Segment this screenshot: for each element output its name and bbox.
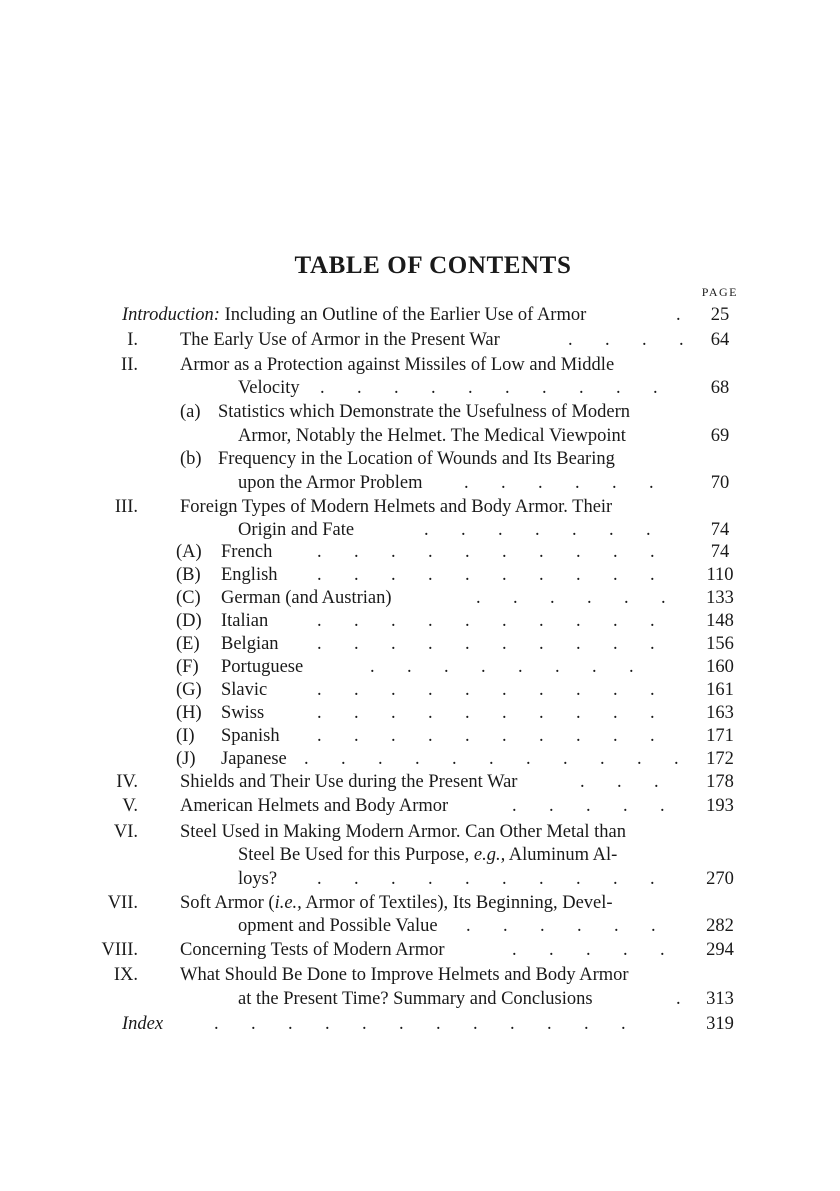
dot-leader: . . . . . . . . . . [317, 726, 655, 746]
toc-entry-chapter-3-cont: Origin and Fate [238, 520, 355, 540]
dot-leader: . . . . . . . . . . [317, 634, 655, 654]
chapter-6-eg: e.g., [473, 845, 506, 865]
toc-entry-chapter-8: Concerning Tests of Modern Armor [180, 940, 445, 960]
dot-leader: . [676, 989, 681, 1009]
toc-entry-chapter-9-cont: at the Present Time? Summary and Conclusions [238, 989, 593, 1009]
page-number: 319 [706, 1014, 734, 1034]
toc-entry-chapter-1: The Early Use of Armor in the Present War [180, 330, 500, 350]
toc-entry-french: French [221, 542, 273, 562]
toc-entry-chapter-4: Shields and Their Use during the Present War [180, 772, 518, 792]
dot-leader: . . . . . . . . . . [320, 378, 658, 398]
dot-leader: . . . . . . . [424, 520, 651, 540]
dot-leader: . . . . [568, 330, 684, 350]
toc-entry-introduction [122, 306, 586, 325]
section-label: (A) [176, 542, 202, 562]
page-title: TABLE OF CONTENTS [294, 252, 572, 279]
toc-entry-japanese: Japanese [221, 749, 287, 769]
page-number: 270 [706, 869, 734, 889]
page-number: 163 [706, 703, 734, 723]
chapter-number: VIII. [101, 940, 138, 960]
toc-entry-swiss: Swiss [221, 703, 265, 723]
dot-leader: . . . . . . . . . . . [304, 749, 679, 769]
chapter-6-text: Steel Be Used for this Purpose, [238, 845, 474, 865]
dot-leader: . . . . . . [476, 588, 666, 608]
chapter-7-text-end: Armor of Textiles), Its Beginning, Devel- [301, 893, 613, 913]
page-number: 156 [706, 634, 734, 654]
page-number: 133 [706, 588, 734, 608]
dot-leader: . . . . . . [466, 916, 656, 936]
chapter-number: VI. [113, 822, 138, 842]
section-label: (F) [176, 657, 199, 677]
toc-entry-chapter-7-cont: opment and Possible Value [238, 916, 438, 936]
chapter-number: III. [114, 497, 138, 517]
toc-entry-german: German (and Austrian) [221, 588, 392, 608]
chapter-number: I. [127, 330, 138, 350]
dot-leader: . . . . . . . . . . [317, 565, 655, 585]
chapter-number: VII. [107, 893, 138, 913]
section-label: (a) [180, 402, 201, 422]
page-number: 148 [706, 611, 734, 631]
section-label: (I) [176, 726, 195, 746]
dot-leader: . . . . . . . . . . . . [214, 1014, 626, 1034]
dot-leader: . . . . . [512, 796, 665, 816]
page-number: 74 [710, 520, 730, 540]
dot-leader: . . . . . . . . . . [317, 869, 655, 889]
page-number: 178 [706, 772, 734, 792]
toc-entry-spanish: Spanish [221, 726, 280, 746]
toc-entry-section-2b-cont: upon the Armor Problem [238, 473, 423, 493]
dot-leader: . . . . . . . . [370, 657, 634, 677]
chapter-number: IV. [116, 772, 138, 792]
toc-entry-chapter-7 [180, 894, 613, 913]
toc-entry-section-2a-cont: Armor, Notably the Helmet. The Medical Viewpoint [238, 426, 626, 446]
dot-leader: . . . [580, 772, 659, 792]
section-label: (J) [176, 749, 196, 769]
page-number: 193 [706, 796, 734, 816]
toc-entry-section-2a: Statistics which Demonstrate the Usefulness of Modern [218, 402, 631, 422]
toc-entry-chapter-9: What Should Be Done to Improve Helmets and Body Armor [180, 965, 629, 985]
page-number: 64 [710, 330, 730, 350]
page-number: 172 [706, 749, 734, 769]
dot-leader: . . . . . [512, 940, 665, 960]
page-number: 74 [710, 542, 730, 562]
chapter-7-text: Soft Armor ( [180, 893, 275, 913]
section-label: (b) [180, 449, 202, 469]
chapter-6-text-end: Aluminum Al- [505, 845, 618, 865]
toc-entry-slavic: Slavic [221, 680, 268, 700]
toc-entry-section-2b: Frequency in the Location of Wounds and Its Bearing [218, 449, 615, 469]
toc-entry-chapter-2-cont: Velocity [238, 378, 300, 398]
toc-entry-belgian: Belgian [221, 634, 279, 654]
section-label: (G) [176, 680, 202, 700]
page-number: 160 [706, 657, 734, 677]
toc-entry-chapter-6-cont [238, 846, 617, 865]
section-label: (C) [176, 588, 201, 608]
toc-entry-italian: Italian [221, 611, 269, 631]
dot-leader: . . . . . . . . . . [317, 680, 655, 700]
toc-entry-chapter-2: Armor as a Protection against Missiles of Low and Middle [180, 355, 615, 375]
toc-entry-index: Index [122, 1014, 164, 1034]
page-number: 25 [710, 305, 730, 325]
page-number: 294 [706, 940, 734, 960]
introduction-text: Including an Outline of the Earlier Use of Armor [219, 305, 587, 325]
toc-entry-english: English [221, 565, 278, 585]
toc-entry-chapter-5: American Helmets and Body Armor [180, 796, 449, 816]
chapter-7-ie: i.e., [274, 893, 302, 913]
toc-entry-portuguese: Portuguese [221, 657, 304, 677]
toc-entry-chapter-6-cont2: loys? [238, 869, 278, 889]
chapter-number: IX. [113, 965, 138, 985]
dot-leader: . [676, 305, 681, 325]
toc-entry-chapter-3: Foreign Types of Modern Helmets and Body Armor. Their [180, 497, 613, 517]
page-number: 171 [706, 726, 734, 746]
dot-leader: . . . . . . . . . . [317, 703, 655, 723]
section-label: (D) [176, 611, 202, 631]
dot-leader: . . . . . . [464, 473, 654, 493]
chapter-number: V. [122, 796, 138, 816]
toc-entry-chapter-6: Steel Used in Making Modern Armor. Can Other Metal than [180, 822, 626, 842]
page-column-header: PAGE [701, 285, 738, 299]
section-label: (E) [176, 634, 200, 654]
page-number: 68 [710, 378, 730, 398]
section-label: (H) [176, 703, 202, 723]
page-number: 69 [710, 426, 730, 446]
introduction-label: Introduction: [122, 305, 220, 325]
dot-leader: . . . . . . . . . . [317, 611, 655, 631]
chapter-number: II. [121, 355, 138, 375]
page-number: 313 [706, 989, 734, 1009]
page-number: 161 [706, 680, 734, 700]
page-number: 282 [706, 916, 734, 936]
section-label: (B) [176, 565, 201, 585]
dot-leader: . . . . . . . . . . [317, 542, 655, 562]
page-number: 110 [706, 565, 734, 585]
page-number: 70 [710, 473, 730, 493]
